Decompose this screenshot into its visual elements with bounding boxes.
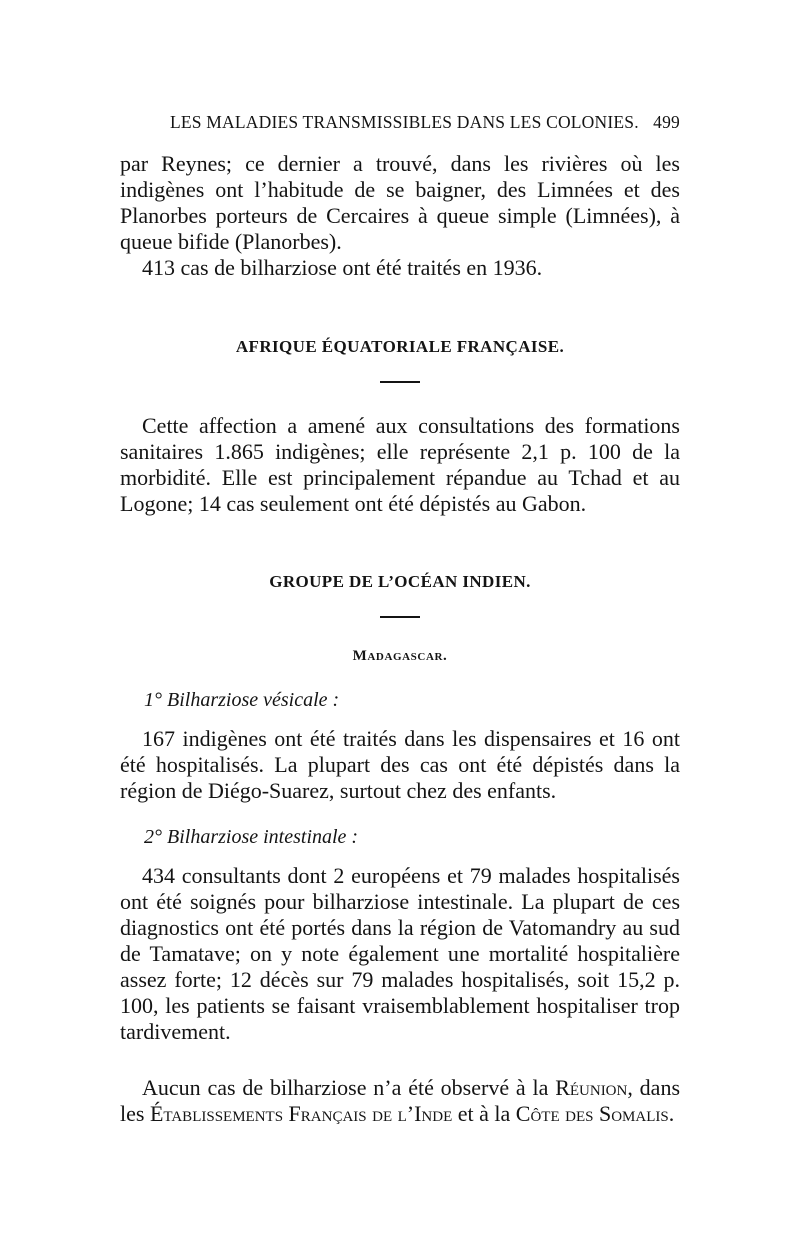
page-number: 499	[653, 112, 680, 132]
item-bilharziose-intestinale: 2° Bilharziose intestinale :	[144, 826, 359, 848]
page-body	[120, 112, 680, 1127]
section-heading-aef: AFRIQUE ÉQUATORIALE FRANÇAISE.	[235, 337, 565, 356]
subheading-madagascar: Madagascar.	[352, 648, 448, 664]
section-divider	[380, 381, 420, 383]
section-heading-ocean-indien: GROUPE DE L’OCÉAN INDIEN.	[269, 572, 531, 591]
item-bilharziose-vesicale: 1° Bilharziose vésicale :	[144, 689, 340, 711]
paragraph-intestinale: 434 consultants dont 2 européens et 79 malades hospitalisés ont été soignés pour bilharziose intestinale. La plupart de ces diagnostics ont été portés dans la région de Vatomandry au sud de Tamatave; on y note également une mortalité hospitalière assez forte; 12 décès sur 79 malades hospitalisés, soit 15,2 p. 100, les patients se faisant vraisemblablement hospitaliser trop tardivement.	[120, 863, 680, 1044]
paragraph-reynes: par Reynes; ce dernier a trouvé, dans les rivières où les indigènes ont l’habitude de se baigner, des Limnées et des Planorbes porteurs de Cercaires à queue simple (Limnées), à queue bifide (Planorbes).	[120, 151, 680, 254]
paragraph-aef: Cette affection a amené aux consultations des formations sanitaires 1.865 indigènes; elle représente 2,1 p. 100 de la morbidité. Elle est principalement répandue au Tchad et au Logone; 14 cas seulement ont été dépistés au Gabon.	[120, 413, 680, 516]
paragraph-other-colonies: Aucun cas de bilharziose n’a été observé à la Réunion, dans les Établissements Français de l’Inde et à la Côte des Somalis.	[120, 1075, 681, 1126]
section-divider	[380, 616, 420, 618]
paragraph-vesicale: 167 indigènes ont été traités dans les dispensaires et 16 ont été hospitalisés. La plupart des cas ont été dépistés dans la région de Diégo-Suarez, surtout chez des enfants.	[120, 726, 680, 803]
running-title: LES MALADIES TRANSMISSIBLES DANS LES COLONIES.	[170, 112, 639, 132]
paragraph-cases-1936: 413 cas de bilharziose ont été traités en 1936.	[142, 255, 543, 280]
running-header	[120, 112, 680, 146]
